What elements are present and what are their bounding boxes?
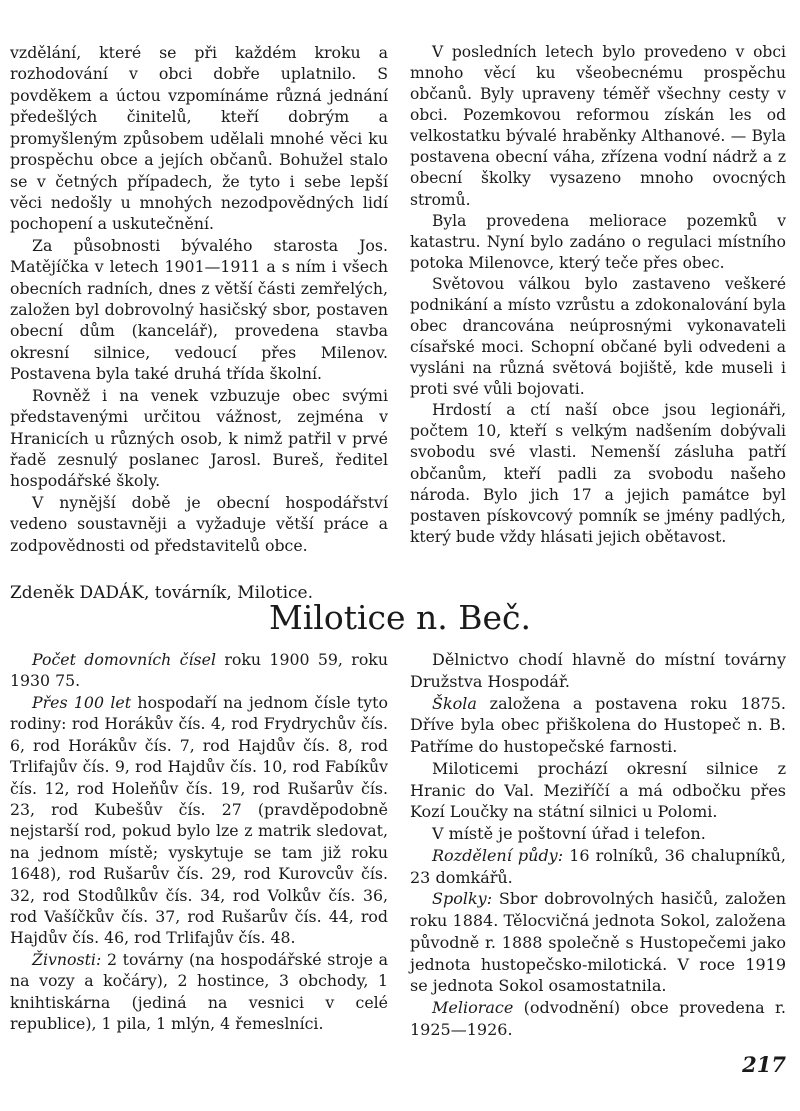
author-signature: Zdeněk DADÁK, továrník, Milotice. [10, 583, 313, 603]
paragraph [410, 823, 786, 845]
paragraph [410, 845, 786, 889]
paragraph-text: Sbor dobrovolných hasičů, založen roku 1884. Tělocvičná jednota Sokol, založena původně r. 1888 společně s Hustopečemi jako jednota hustopečsko-milotická. V roce 1919 se jednota Sokol osamostatnila. [410, 889, 786, 996]
paragraph-lead: Škola [432, 693, 477, 713]
paragraph: vzdělání, které se při každém kroku a rozhodování v obci dobře uplatnilo. S povděkem a úctou vzpomínáme různá jednání předešlých činitelů, kteří dobrým a promyšleným způsobem udělali mnohé věci ku prospěchu obce a jejích občanů. Bohužel stalo se v četných případech, že tyto i sebe lepší věci nedošly u mnohých nezodpovědných lidí pochopení a uskutečnění. [10, 43, 388, 234]
top-left-column [10, 42, 388, 556]
section-heading: Milotice n. Beč. [268, 598, 532, 637]
paragraph [10, 692, 388, 949]
page-number: 217 [742, 1052, 786, 1077]
top-right-column [410, 42, 786, 548]
paragraph [410, 888, 786, 997]
paragraph: Byla provedena meliorace pozemků v katastru. Nyní bylo zadáno o regulaci místního potoka Milenovce, který teče přes obec. [410, 211, 786, 272]
paragraph [10, 949, 388, 1035]
paragraph: Hrdostí a ctí naší obce jsou legionáři, počtem 10, kteří s velkým nadšením dobývali svobodu své vlasti. Nemenší zásluha patří občanům, kteří padli za svobodu našeho národa. Bylo jich 17 a jejich památce byl postaven pískovcový pomník se jmény padlých, který bude vždy hlásati jejich obětavost. [410, 401, 786, 546]
paragraph: Světovou válkou bylo zastaveno veškeré podnikání a místo vzrůstu a zdokonalování byla obec drancována neúprosnými vykonavateli císařské moci. Schopní občané byli odvedeni a vysláni na různá světová bojiště, kde museli i proti své vůli bojovati. [410, 274, 786, 399]
bottom-left-column [10, 649, 388, 1035]
paragraph: Rovněž i na venek vzbuzuje obec svými představenými určitou vážnost, zejména v Hranicích u různých osob, k nimž patřil v prvé řadě zesnulý poslanec Jarosl. Bureš, ředitel hospodářské školy. [10, 385, 388, 491]
paragraph [410, 758, 786, 823]
paragraph [410, 997, 786, 1041]
paragraph-text: roku 1900 59, roku 1930 75. [10, 650, 388, 691]
paragraph [10, 649, 388, 692]
paragraph-lead: Počet domovních čísel [32, 650, 216, 669]
paragraph-text: založena a postavena roku 1875. Dříve byla obec přiškolena do Hustopeč n. B. Patříme do hustopečské farnosti. [410, 693, 786, 757]
paragraph-text: 16 rolníků, 36 chalupníků, 23 domkářů. [410, 845, 786, 887]
paragraph: V nynější době je obecní hospodářství vedeno soustavněji a vyžaduje větší práce a zodpovědnosti od představitelů obce. [10, 492, 388, 555]
paragraph-text: V místě je poštovní úřad i telefon. [432, 824, 706, 844]
paragraph: Za působnosti bývalého starosta Jos. Matějíčka v letech 1901—1911 a s ním i všech obecních radních, dnes z větší části zemřelých, založen byl dobrovolný hasičský sbor, postaven obecní dům (kancelář), provedena stavba okresní silnice, vedoucí přes Milenov. Postavena byla také druhá třída školní. [10, 235, 388, 384]
paragraph-text: (odvodnění) obce provedena r. 1925—1926. [410, 998, 786, 1040]
paragraph [410, 693, 786, 758]
bottom-right-column [410, 649, 786, 1041]
paragraph-lead: Meliorace [432, 998, 514, 1018]
paragraph-lead: Spolky: [432, 889, 493, 909]
paragraph-lead: Přes 100 let [32, 692, 132, 712]
paragraph-text: Dělnictvo chodí hlavně do místní továrny Družstva Hospodář. [410, 650, 786, 691]
paragraph-text: Miloticemi prochází okresní silnice z Hranic do Val. Meziříčí a má odbočku přes Kozí Loučky na státní silnici u Polomi. [410, 758, 786, 822]
paragraph-text: hospodaří na jednom čísle tyto rodiny: rod Horákův čís. 4, rod Frydrychův čís. 6, rod Horákův čís. 7, rod Hajdův čís. 8, rod Trlifajův čís. 9, rod Hajdův čís. 10, rod Fabíkův čís. 12, rod Holeňův čís. 19, rod Rušarův čís. 23, rod Kubešův čís. 27 (pravděpodobně nejstarší rod, pokud bylo lze z matrik sledovat, na jednom místě; vyskytuje se tam již roku 1648), rod Rušarův čís. 29, rod Kurovcův čís. 32, rod Stodůlkův čís. 34, rod Volkův čís. 36, rod Vašíčkův čís. 37, rod Rušarův čís. 44, rod Hajdův čís. 46, rod Trlifajův čís. 48. [10, 692, 388, 948]
paragraph-lead: Živnosti: [32, 949, 102, 969]
paragraph-lead: Rozdělení půdy: [432, 845, 564, 865]
paragraph [410, 649, 786, 693]
paragraph: V posledních letech bylo provedeno v obci mnoho věcí ku všeobecnému prospěchu občanů. Byly upraveny téměř všechny cesty v obci. Pozemkovou reformou získán les od velkostatku bývalé hraběnky Althanové. — Byla postavena obecní váha, zřízena vodní nádrž a z obecní školky vysazeno mnoho ovocných stromů. [410, 43, 786, 209]
paragraph-text: 2 továrny (na hospodářské stroje a na vozy a kočáry), 2 hostince, 3 obchody, 1 knihtiskárna (jediná na vesnici v celé republice), 1 pila, 1 mlýn, 4 řemeslníci. [10, 949, 388, 1034]
